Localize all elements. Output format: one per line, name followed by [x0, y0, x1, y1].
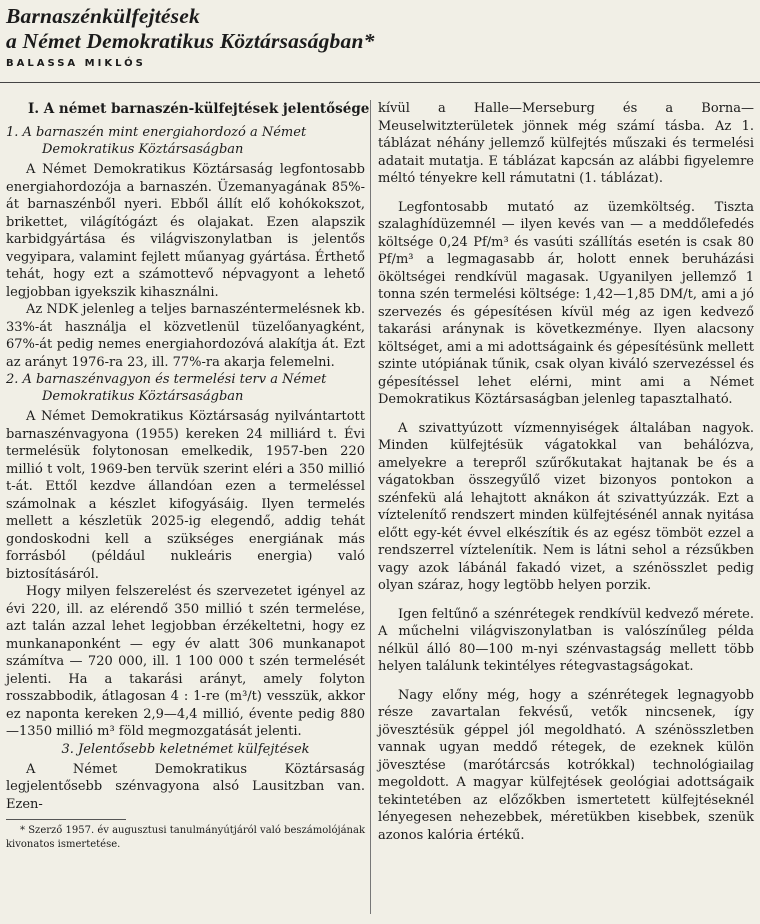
subsection-2-heading-line-1: 2. A barnaszénvagyon és termelési terv a Német [6, 372, 327, 387]
footnote: * Szerző 1957. év augusztusi tanulmányútjáról való beszámolójának kivonatos ismertetése. [6, 825, 365, 850]
column-divider [370, 100, 371, 914]
article-header [6, 4, 746, 69]
subsection-3-heading: 3. Jelentősebb keletnémet külfejtések [61, 741, 310, 757]
paragraph: Igen feltűnő a szénrétegek rendkívül kedvező mérete. A műchelni világviszonylatban is valószínűleg példa nélkül álló 80—100 m-nyi szénvastagság mellett több helyen találunk tekintélyes rétegvastagságokat. [378, 606, 754, 674]
subsection-2-heading-line-2: Demokratikus Köztársaságban [42, 389, 244, 404]
right-column [378, 100, 754, 844]
footnote-rule [6, 819, 126, 820]
article-title-line-1: Barnaszénkülfejtések [6, 4, 200, 28]
paragraph: A Német Demokratikus Köztársaság nyilvántartott barnaszénvagyona (1955) kereken 24 milliárd t. Évi termelésük folytonosan emelkedik, 1957-ben 220 millió t volt, 1969-ben tervük szerint eléri a 350 millió t-át. Ettől kezdve állandóan ezen a termeléssel számolnak a készlet kifogyásáig. Ilyen termelés mellett a készletük 2025-ig elegendő, addig tehát gondoskodni kell a szükséges energiának más forrásból (például nukleáris energia) való biztosításáról. [6, 409, 365, 582]
paragraph: kívül a Halle—Merseburg és a Borna—Meuselwitzterületek jönnek még számí tásba. Az 1. táblázat néhány jellemző külfejtés műszaki és termelési adatait mutatja. E táblázat kapcsán az alábbi figyelemre méltó tényekre kell rámutatni (1. táblázat). [378, 101, 754, 186]
subsection-2-heading [6, 371, 365, 405]
section-heading: I. A német barnaszén-külfejtések jelentősége [28, 101, 370, 117]
paragraph: Nagy előny még, hogy a szénrétegek legnagyobb része zavartalan fekvésű, vetők nincsenek, így jövesztésük géppel jól megoldható. A szénösszletben vannak ugyan meddő rétegek, de ezeknek külön jövesztése (marótárcsás kotrókkal) technológiailag megoldott. A magyar külfejtések geológiai adottságaik tekintetében az előzőkben ismertetett külfejtéseknél lényegesen nehezebbek, méretükben kisebbek, szenük azonos kalória értékű. [378, 687, 754, 843]
header-rule [0, 82, 760, 83]
paragraph: A szivattyúzott vízmennyiségek általában nagyok. Minden külfejtésük vágatokkal van behálózva, amelyekre a terepről szűrőkutakat hajtanak be és a vágatokban összegyűlő vizet bizonyos pontokon a szénfekü alá lehajtott aknákon át szivattyúzzák. Ezt a víztelenítő rendszert minden külfejtésénél annak nyitása előtt egy-két évvel elkészítik és az egész tömböt ezzel a rendszerrel víztelenítik. Nem is látni sehol a rézsűkben vagy azok lábánál fakadó vizet, a szénösszlet pedig olyan száraz, hogy legtöbb helyen porzik. [378, 420, 754, 593]
paragraph: Az NDK jelenleg a teljes barnaszéntermelésnek kb. 33%-át használja el közvetlenül tüzelőanyagként, 67%-át pedig nemes energiahordozóvá alakítja át. Ezt az arányt 1976-ra 23, ill. 77%-ra akarja felemelni. [6, 302, 365, 370]
article-title-line-2: a Német Demokratikus Köztársaságban* [6, 29, 375, 53]
author-name: BALASSA MIKLÓS [6, 58, 146, 69]
paragraph: Legfontosabb mutató az üzemköltség. Tiszta szalaghídüzemnél — ilyen kevés van — a meddőlefedés költsége 0,24 Pf/m³ és vasúti szállítás esetén is csak 80 Pf/m³ a legmagasabb ár, holott ennek beruházási ököltségei rendkívül magasak. Ugyanilyen jellemző 1 tonna szén termelési költsége: 1,42—1,85 DM/t, ami a jó szervezés és gépesítésen kívül még az igen kedvező takarási aránynak is következménye. Ilyen alacsony költséget, ami a mi adottságaink és gépesítésünk mellett szinte utópiának tűnik, csak olyan kiváló szervezéssel és gépesítéssel lehet elérni, mint ami a Német Demokratikus Köztársaságban jelenleg tapasztalható. [378, 199, 754, 407]
subsection-1-heading-line-1: 1. A barnaszén mint energiahordozó a Német [6, 125, 307, 140]
left-column [6, 100, 370, 851]
paragraph: A Német Demokratikus Köztársaság legfontosabb energiahordozója a barnaszén. Üzemanyagának 85%-át barnaszénből nyeri. Ebből állít elő kohókokszot, brikettet, világítógázt és olajakat. Ezen alapszik karbidgyártása és világviszonylatban is jelentős vegyipara, valamint fejlett műanyag gyártása. Érthető tehát, hogy ezt a számottevő népvagyont a lehető legjobban igyekszik kihasználni. [6, 162, 365, 300]
paragraph: Hogy milyen felszerelést és szervezetet igényel az évi 220, ill. az elérendő 350 millió t szén termelése, azt talán azzal lehet legjobban érzékeltetni, hogy ez munkanaponként — egy év alatt 306 munkanapot számítva — 720 000, ill. 1 100 000 t szén termelését jelenti. Ha a takarási arányt, amely folyton rosszabbodik, átlagosan 4 : 1-re (m³/t) vesszük, akkor ez naponta kereken 2,9—4,4 millió, évente pedig 880—1350 millió m³ föld megmozgatását jelenti. [6, 584, 365, 739]
subsection-1-heading [6, 124, 365, 158]
subsection-1-heading-line-2: Demokratikus Köztársaságban [42, 142, 244, 157]
paragraph: A Német Demokratikus Köztársaság legjelentősebb szénvagyona alsó Lausitzban van. Ezen- [6, 761, 365, 812]
